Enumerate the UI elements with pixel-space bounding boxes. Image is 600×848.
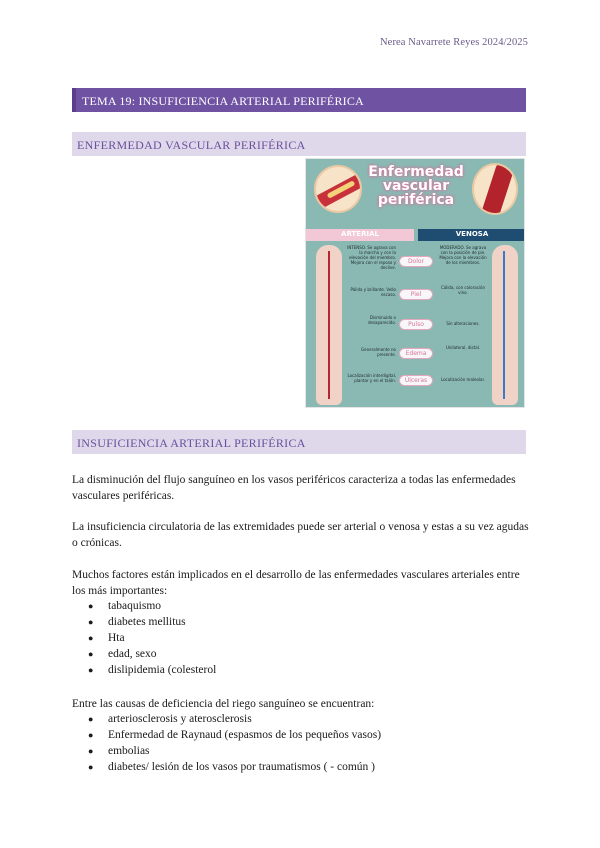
causes-list <box>88 711 381 775</box>
row-right-text: Cálida, con coloración vino. <box>440 285 486 295</box>
list-item: ● tabaquismo <box>88 598 216 614</box>
paragraph: Entre las causas de deficiencia del riego sanguíneo se encuentran: <box>72 698 375 710</box>
author-header: Nerea Navarrete Reyes 2024/2025 <box>380 37 528 48</box>
venous-column-header: VENOSA <box>418 229 525 241</box>
list-item: ● dislipidemia (colesterol <box>88 662 216 678</box>
infographic-title: Enfermedad vascular periférica <box>368 164 464 208</box>
leg-venous-icon <box>492 245 518 405</box>
row-left-text: Disminuido o desaparecido. <box>367 315 396 325</box>
list-item: ● arteriosclerosis y aterosclerosis <box>88 711 381 727</box>
vein-line <box>503 251 505 399</box>
artery-line <box>328 251 330 399</box>
row-label-pill: Úlceras <box>399 375 433 386</box>
arterial-column-header: ARTERIAL <box>306 229 414 241</box>
row-left-text: Pálida y brillante. Vello escaso. <box>350 287 396 297</box>
vascular-infographic <box>305 158 525 408</box>
topic-heading-band <box>72 88 526 112</box>
paragraph: Muchos factores están implicados en el desarrollo de las enfermedades vasculares arteriales entre los más importantes: <box>72 569 520 597</box>
artery-cross-section-icon <box>314 165 362 213</box>
row-label-pill: Pulso <box>399 319 433 330</box>
row-label-pill: Edema <box>399 348 433 359</box>
row-right-text: Unilateral, distal. <box>445 345 481 350</box>
vein-cross-section-icon <box>472 163 518 215</box>
list-item: ● diabetes/ lesión de los vasos por traumatismos ( - común ) <box>88 759 381 775</box>
paragraph: La disminución del flujo sanguíneo en los vasos periféricos caracteriza a todas las enfermedades vasculares periféricas. <box>72 474 516 502</box>
list-item: ● Enfermedad de Raynaud (espasmos de los pequeños vasos) <box>88 727 381 743</box>
row-right-text: Sin alteraciones. <box>446 321 480 326</box>
section-heading-vascular: ENFERMEDAD VASCULAR PERIFÉRICA <box>77 138 306 152</box>
row-left-text: Localización interdigital, plantar y en el talón. <box>347 373 396 383</box>
row-left-text: INTENSO. Se agrava con la marcha y con la elevación del miembro. Mejora con el reposo y declive. <box>347 245 396 270</box>
list-item: ● diabetes mellitus <box>88 614 216 630</box>
list-item: ● embolias <box>88 743 381 759</box>
row-left-text: Generalmente no presente. <box>361 347 396 357</box>
row-label-pill: Dolor <box>399 256 433 267</box>
row-right-text: Localización maleolar. <box>440 377 486 382</box>
paragraph: La insuficiencia circulatoria de las extremidades puede ser arterial o venosa y estas a su vez agudas o crónicas. <box>72 521 529 549</box>
row-label-pill: Piel <box>399 289 433 300</box>
risk-factors-list <box>88 598 216 678</box>
list-item: ● edad, sexo <box>88 646 216 662</box>
section-heading-arterial: INSUFICIENCIA ARTERIAL PERIFÉRICA <box>77 436 306 450</box>
row-right-text: MODERADO. Se agrava con la posición de pie. Mejora con la elevación de los miembros. <box>439 245 487 265</box>
section-heading-band <box>72 132 526 156</box>
section-heading-band <box>72 430 526 454</box>
list-item: ● Hta <box>88 630 216 646</box>
topic-heading: TEMA 19: INSUFICIENCIA ARTERIAL PERIFÉRICA <box>82 94 364 108</box>
